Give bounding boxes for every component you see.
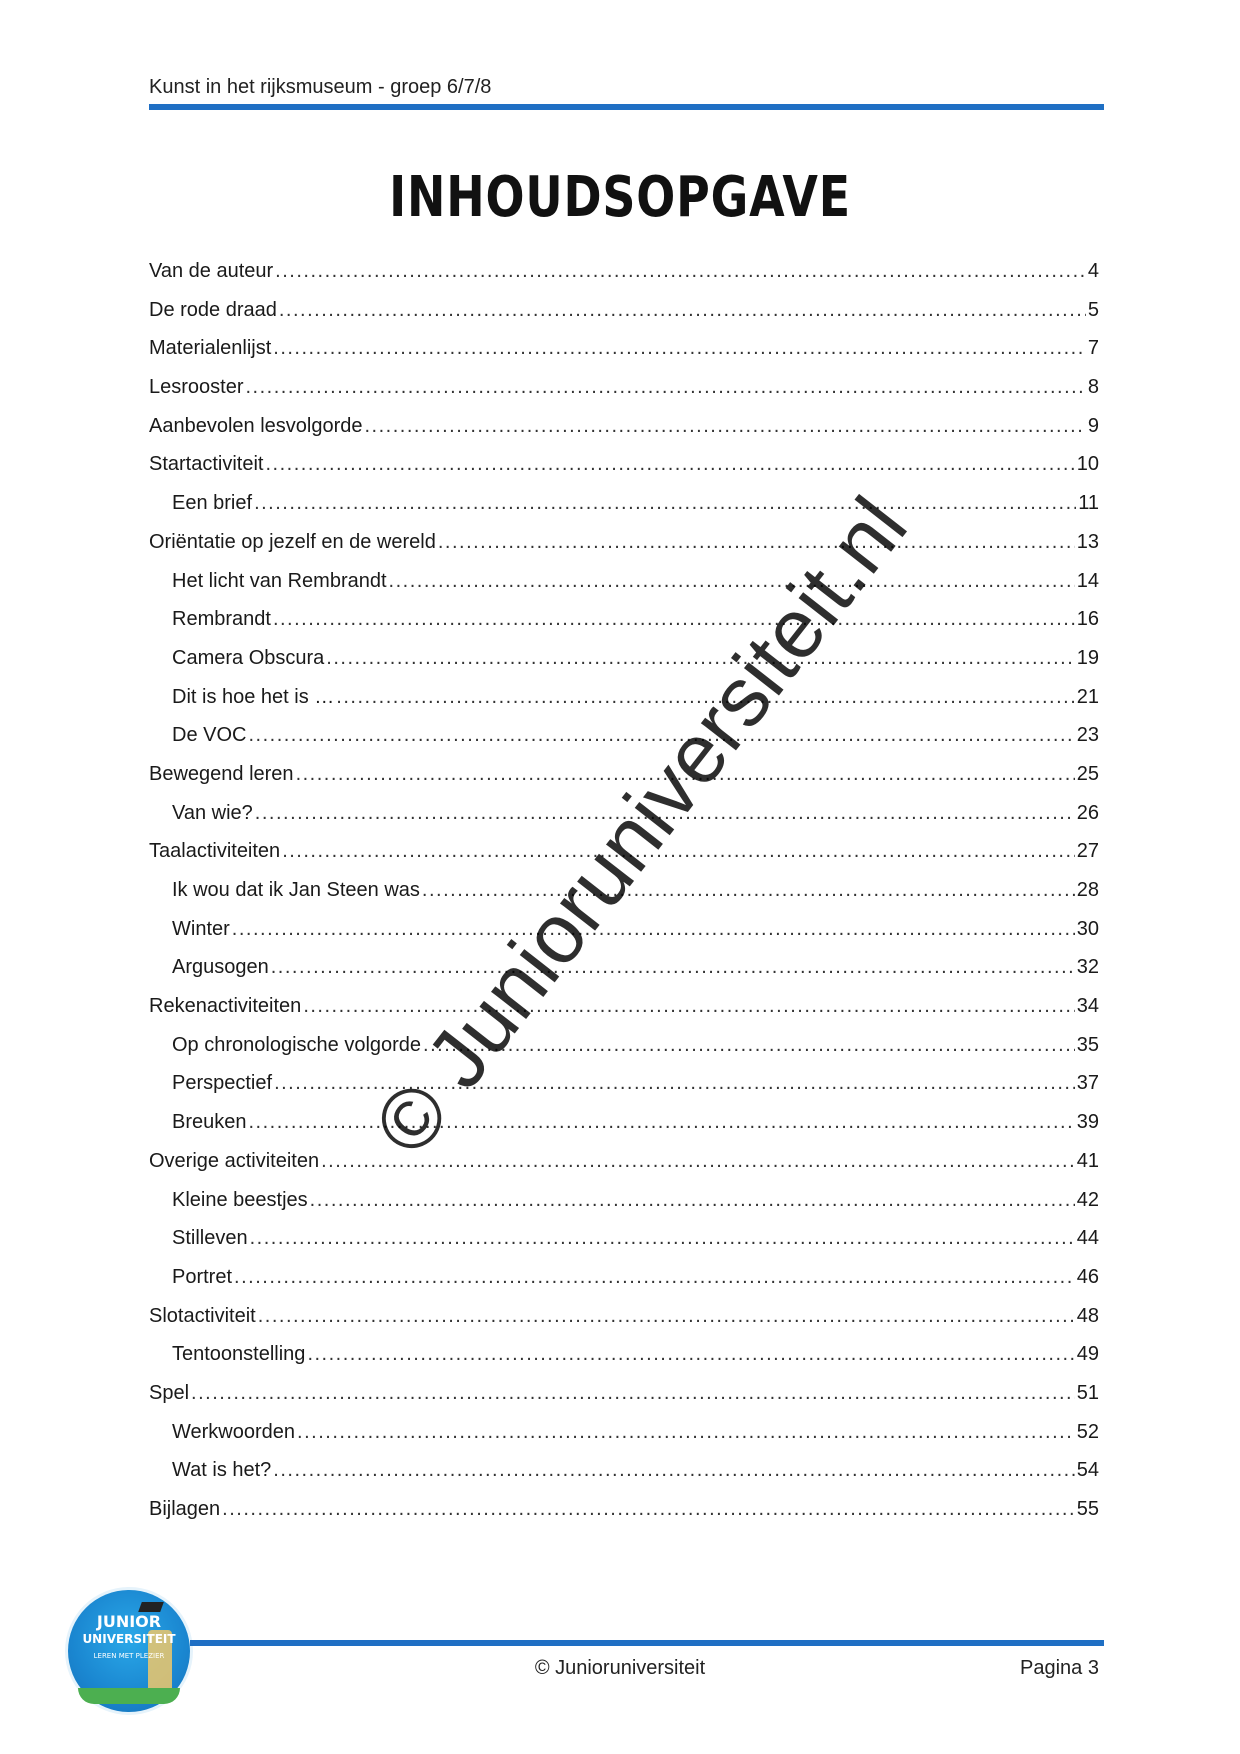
toc-entry-page: 13 bbox=[1076, 530, 1099, 553]
toc-entry-page: 42 bbox=[1076, 1188, 1099, 1211]
toc-entry[interactable] bbox=[149, 1189, 1099, 1228]
toc-leader-dots bbox=[365, 415, 1086, 438]
toc-leader-dots bbox=[254, 492, 1076, 515]
toc-entry-label: Werkwoorden bbox=[172, 1420, 296, 1443]
toc-entry-label: Kleine beestjes bbox=[172, 1188, 308, 1211]
toc-leader-dots bbox=[296, 763, 1075, 786]
toc-entry-page: 11 bbox=[1078, 492, 1099, 515]
toc-entry[interactable] bbox=[149, 570, 1099, 609]
toc-entry[interactable] bbox=[149, 492, 1099, 531]
toc-entry-page: 28 bbox=[1076, 879, 1099, 901]
toc-entry-page: 34 bbox=[1076, 995, 1099, 1018]
toc-entry-page: 35 bbox=[1076, 1033, 1099, 1056]
toc-leader-dots bbox=[423, 1034, 1075, 1057]
toc-entry-label: Van de auteur bbox=[149, 260, 274, 282]
toc-entry[interactable] bbox=[149, 647, 1099, 686]
toc-entry-page: 26 bbox=[1076, 801, 1099, 824]
toc-entry-page: 23 bbox=[1076, 724, 1099, 747]
toc-leader-dots bbox=[282, 840, 1075, 863]
toc-entry[interactable] bbox=[149, 879, 1099, 918]
toc-entry[interactable] bbox=[149, 260, 1099, 299]
toc-entry-label: Overige activiteiten bbox=[149, 1149, 320, 1172]
toc-entry[interactable] bbox=[149, 763, 1099, 802]
toc-entry-label: Dit is hoe het is … bbox=[172, 685, 335, 708]
toc-entry-page: 30 bbox=[1076, 917, 1099, 940]
toc-entry-page: 52 bbox=[1076, 1420, 1099, 1443]
grass-decoration bbox=[78, 1688, 180, 1704]
toc-leader-dots bbox=[271, 956, 1075, 979]
toc-entry-label: Rembrandt bbox=[172, 608, 271, 631]
footer-page-number: Pagina 3 bbox=[1020, 1657, 1099, 1679]
toc-entry-label: Ik wou dat ik Jan Steen was bbox=[172, 879, 420, 901]
toc-entry-label: Slotactiviteit bbox=[149, 1304, 256, 1327]
toc-entry[interactable] bbox=[149, 376, 1099, 415]
toc-entry[interactable] bbox=[149, 686, 1099, 725]
toc-entry[interactable] bbox=[149, 1305, 1099, 1344]
toc-entry-page: 21 bbox=[1076, 685, 1099, 708]
toc-entry-label: Bijlagen bbox=[149, 1498, 221, 1520]
toc-entry-page: 32 bbox=[1076, 956, 1099, 979]
toc-entry-label: De VOC bbox=[172, 724, 247, 747]
toc-leader-dots bbox=[310, 1189, 1075, 1212]
toc-entry-page: 9 bbox=[1087, 414, 1099, 437]
toc-entry-label: Van wie? bbox=[172, 801, 253, 824]
toc-leader-dots bbox=[422, 879, 1075, 902]
toc-entry-label: Een brief bbox=[172, 492, 253, 515]
toc-entry[interactable] bbox=[149, 1150, 1099, 1189]
toc-entry-label: Spel bbox=[149, 1381, 190, 1404]
junioruniversiteit-logo bbox=[68, 1590, 190, 1712]
toc-entry-page: 16 bbox=[1076, 608, 1099, 631]
page-title: INHOUDSOPGAVE bbox=[389, 165, 851, 230]
toc-entry[interactable] bbox=[149, 1034, 1099, 1073]
toc-entry[interactable] bbox=[149, 1266, 1099, 1305]
toc-entry-label: Winter bbox=[172, 917, 230, 940]
toc-entry-label: Materialenlijst bbox=[149, 337, 272, 360]
toc-entry-label: Op chronologische volgorde bbox=[172, 1033, 422, 1056]
toc-leader-dots bbox=[307, 1343, 1074, 1366]
toc-entry-label: Breuken bbox=[172, 1111, 247, 1134]
toc-leader-dots bbox=[250, 1227, 1075, 1250]
toc-leader-dots bbox=[336, 686, 1074, 709]
toc-entry-label: Argusogen bbox=[172, 956, 269, 979]
toc-entry-page: 27 bbox=[1076, 840, 1099, 863]
toc-entry-page: 48 bbox=[1076, 1304, 1099, 1327]
logo-text-junior: JUNIOR bbox=[96, 1612, 162, 1631]
toc-entry-page: 54 bbox=[1076, 1459, 1099, 1482]
toc-entry[interactable] bbox=[149, 1459, 1099, 1498]
logo-text-universiteit: UNIVERSITEIT bbox=[82, 1632, 176, 1646]
toc-entry-label: De rode draad bbox=[149, 298, 277, 321]
footer-rule bbox=[190, 1640, 1104, 1646]
toc-entry-page: 46 bbox=[1076, 1265, 1099, 1288]
toc-entry-page: 7 bbox=[1087, 337, 1099, 360]
toc-entry[interactable] bbox=[149, 415, 1099, 454]
toc-entry-page: 10 bbox=[1076, 453, 1099, 476]
toc-entry-label: Tentoonstelling bbox=[172, 1343, 306, 1366]
toc-leader-dots bbox=[273, 1459, 1074, 1482]
toc-entry-page: 39 bbox=[1076, 1111, 1099, 1134]
watermark: © Junioruniversiteit.nl bbox=[355, 480, 925, 1172]
toc-leader-dots bbox=[389, 570, 1075, 593]
toc-entry[interactable] bbox=[149, 956, 1099, 995]
toc-entry-page: 4 bbox=[1087, 260, 1099, 282]
toc-entry[interactable] bbox=[149, 802, 1099, 841]
toc-leader-dots bbox=[265, 453, 1074, 476]
toc-entry-label: Portret bbox=[172, 1265, 233, 1288]
toc-entry-page: 5 bbox=[1087, 298, 1099, 321]
toc-leader-dots bbox=[246, 376, 1086, 399]
toc-leader-dots bbox=[321, 1150, 1075, 1173]
toc-entry[interactable] bbox=[149, 1227, 1099, 1266]
toc-leader-dots bbox=[274, 1072, 1075, 1095]
toc-leader-dots bbox=[234, 1266, 1075, 1289]
toc-entry-label: Wat is het? bbox=[172, 1459, 272, 1482]
toc-entry[interactable] bbox=[149, 1498, 1099, 1537]
toc-leader-dots bbox=[273, 337, 1086, 360]
toc-leader-dots bbox=[438, 531, 1075, 554]
toc-entry-page: 41 bbox=[1076, 1149, 1099, 1172]
toc-entry[interactable] bbox=[149, 1111, 1099, 1150]
toc-entry[interactable] bbox=[149, 453, 1099, 492]
toc-entry-label: Rekenactiviteiten bbox=[149, 995, 302, 1018]
toc-entry-page: 14 bbox=[1076, 569, 1099, 592]
toc-entry[interactable] bbox=[149, 918, 1099, 957]
header-title: Kunst in het rijksmuseum - groep 6/7/8 bbox=[149, 76, 492, 98]
toc-entry-page: 44 bbox=[1076, 1227, 1099, 1250]
toc-leader-dots bbox=[248, 724, 1074, 747]
toc-leader-dots bbox=[326, 647, 1074, 670]
toc-entry[interactable] bbox=[149, 1072, 1099, 1111]
header-rule bbox=[149, 104, 1104, 110]
toc-entry-page: 25 bbox=[1076, 762, 1099, 785]
toc-leader-dots bbox=[303, 995, 1074, 1018]
toc-leader-dots bbox=[249, 1111, 1075, 1134]
toc-entry-page: 8 bbox=[1087, 376, 1099, 399]
toc-entry[interactable] bbox=[149, 337, 1099, 376]
toc-entry-page: 49 bbox=[1076, 1343, 1099, 1366]
toc-entry-page: 55 bbox=[1076, 1498, 1099, 1520]
toc-entry-label: Startactiviteit bbox=[149, 453, 264, 476]
toc-entry[interactable] bbox=[149, 995, 1099, 1034]
toc-entry-label: Bewegend leren bbox=[149, 762, 294, 785]
toc-leader-dots bbox=[273, 608, 1075, 631]
toc-leader-dots bbox=[222, 1498, 1075, 1521]
toc-entry[interactable] bbox=[149, 299, 1099, 338]
toc-entry-page: 37 bbox=[1076, 1072, 1099, 1095]
toc-leader-dots bbox=[279, 299, 1086, 322]
toc-entry-label: Het licht van Rembrandt bbox=[172, 569, 387, 592]
logo-text-tagline: LEREN MET PLEZIER bbox=[93, 1652, 165, 1660]
toc-leader-dots bbox=[275, 260, 1086, 283]
toc-entry[interactable] bbox=[149, 1382, 1099, 1421]
toc-entry[interactable] bbox=[149, 608, 1099, 647]
toc-entry[interactable] bbox=[149, 840, 1099, 879]
toc-leader-dots bbox=[255, 802, 1075, 825]
toc-leader-dots bbox=[258, 1305, 1075, 1328]
toc-entry-label: Aanbevolen lesvolgorde bbox=[149, 414, 363, 437]
toc-entry[interactable] bbox=[149, 531, 1099, 570]
footer-copyright: © Junioruniversiteit bbox=[534, 1657, 706, 1679]
toc-entry-label: Lesrooster bbox=[149, 376, 244, 399]
toc-entry[interactable] bbox=[149, 1343, 1099, 1382]
toc-entry-label: Taalactiviteiten bbox=[149, 840, 281, 863]
toc-entry[interactable] bbox=[149, 1421, 1099, 1460]
graduation-cap-icon bbox=[138, 1602, 164, 1612]
toc-entry-page: 51 bbox=[1076, 1381, 1099, 1404]
toc-entry-label: Perspectief bbox=[172, 1072, 273, 1095]
toc-leader-dots bbox=[191, 1382, 1075, 1405]
toc-entry-label: Camera Obscura bbox=[172, 646, 325, 669]
toc-entry-page: 19 bbox=[1076, 646, 1099, 669]
toc-entry[interactable] bbox=[149, 724, 1099, 763]
table-of-contents bbox=[149, 260, 1099, 1537]
toc-entry-label: Oriëntatie op jezelf en de wereld bbox=[149, 530, 436, 553]
toc-leader-dots bbox=[232, 918, 1075, 941]
toc-entry-label: Stilleven bbox=[172, 1227, 248, 1250]
toc-leader-dots bbox=[297, 1421, 1075, 1444]
